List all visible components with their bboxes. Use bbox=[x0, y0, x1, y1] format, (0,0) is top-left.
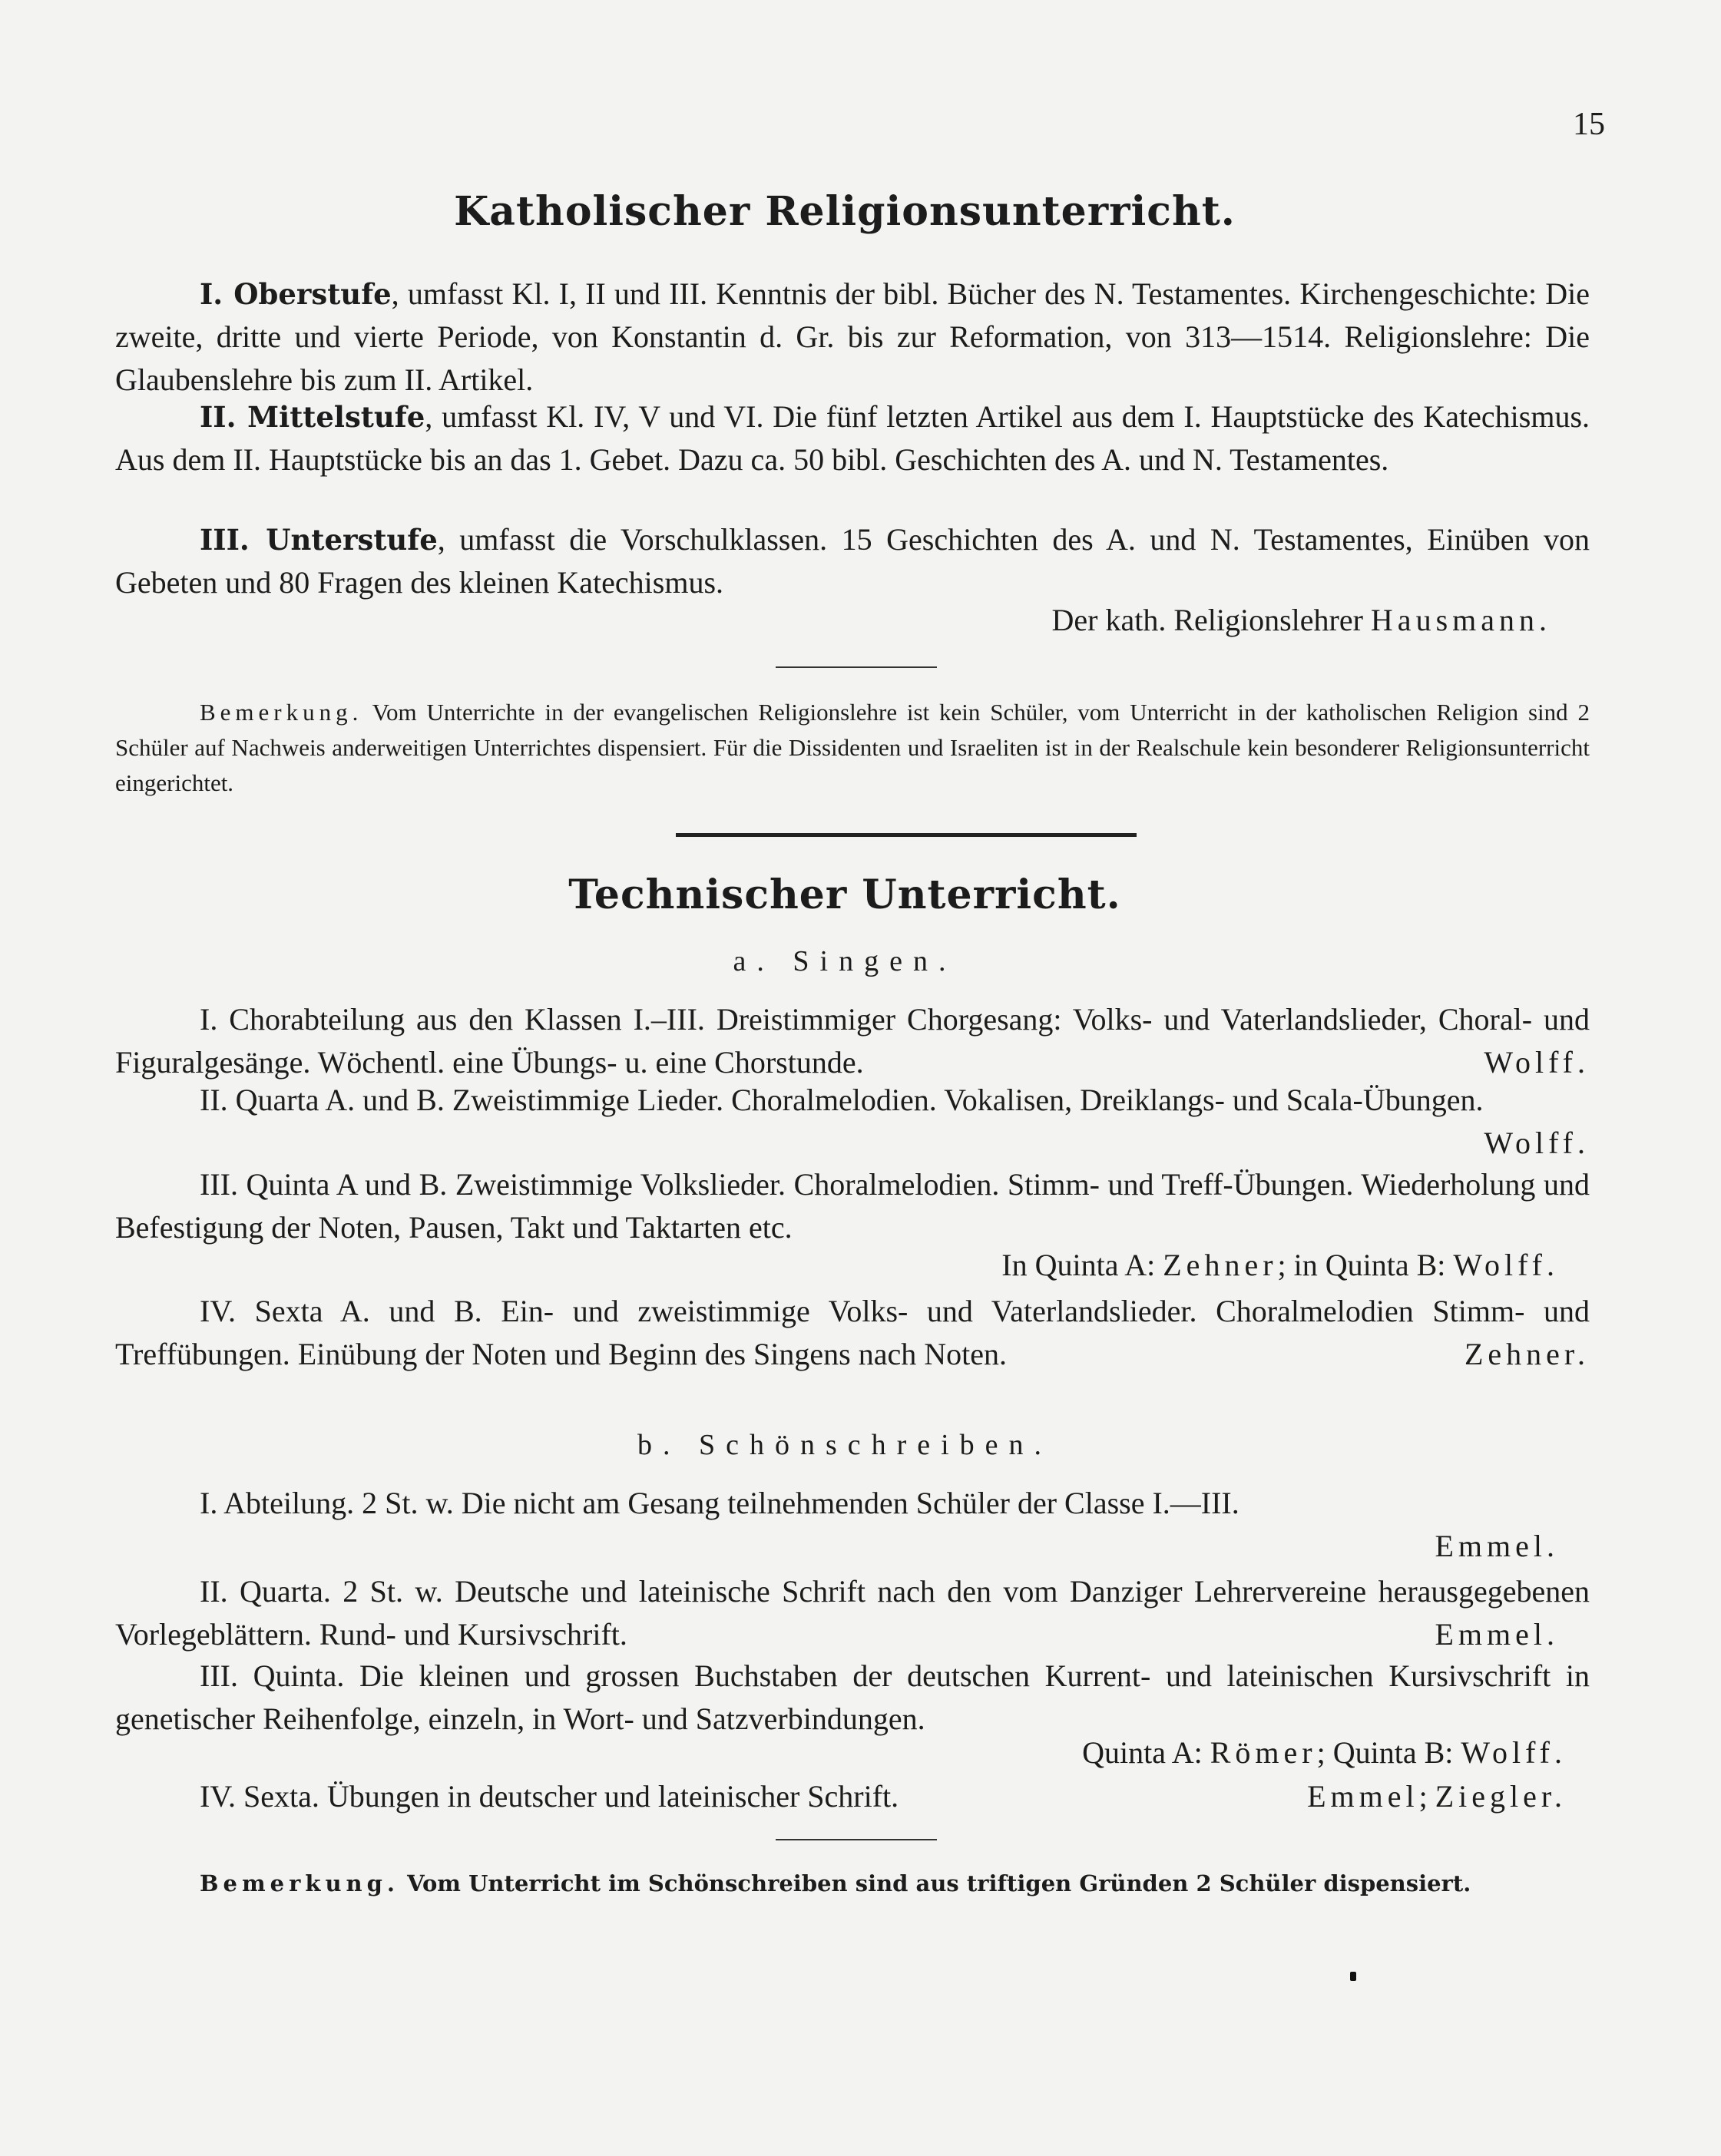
singing-iv-text: IV. Sexta A. und B. Ein- und zweistimmige Volks- und Vaterlandslieder. Choralmelodien Stimm- und Treffübungen. Einübung der Noten und Beginn des Singens nach Noten. bbox=[115, 1294, 1590, 1371]
penmanship-ii-text: II. Quarta. 2 St. w. Deutsche und lateinische Schrift nach den vom Danziger Lehrervereine herausgegebenen Vorlegeblättern. Rund- und Kursivschrift. bbox=[115, 1574, 1590, 1652]
penmanship-note bbox=[115, 1866, 1590, 1901]
singing-iii-b-name: Wolff. bbox=[1453, 1248, 1559, 1282]
singing-iii-text: III. Quinta A und B. Zweistimmige Volkslieder. Choralmelodien. Stimm- und Treff-Übungen. Wiederholung und Befestigung der Noten, Pausen, Takt und Taktarten etc. bbox=[115, 1167, 1590, 1245]
singing-iii-teachers bbox=[115, 1244, 1559, 1287]
unterstufe-text: , umfasst die Vorschulklassen. 15 Geschichten des A. und N. Testamentes, Einüben von Gebeten und 80 Fragen des kleinen Katechismus. bbox=[115, 522, 1590, 600]
penmanship-iv bbox=[115, 1775, 1590, 1818]
penmanship-note-label: Bemerkung. bbox=[200, 1870, 400, 1896]
penmanship-iv-teacher-1: Emmel bbox=[1307, 1779, 1419, 1814]
separator-rule bbox=[776, 666, 937, 668]
unterstufe-lead: III. Unterstufe bbox=[200, 523, 438, 557]
penmanship-i-text: I. Abteilung. 2 St. w. Die nicht am Gesang teilnehmenden Schüler der Classe I.—III. bbox=[200, 1486, 1239, 1520]
singing-i-teacher: Wolff. bbox=[1484, 1045, 1590, 1080]
penmanship-note-text: Vom Unterricht im Schönschreiben sind aus triftigen Gründen 2 Schüler dispensiert. bbox=[399, 1870, 1471, 1896]
singing-i-text: I. Chorabteilung aus den Klassen I.–III. Dreistimmiger Chorgesang: Volks- und Vaterlandslieder, Choral- und Figuralgesänge. Wöchentl. eine Übungs- u. eine Chorstunde. bbox=[115, 1002, 1590, 1080]
penmanship-iii-text: III. Quinta. Die kleinen und grossen Buchstaben der deutschen Kurrent- und lateinischen Kursivschrift in genetischer Reihenfolge, einzeln, in Wort- und Satzverbindungen. bbox=[115, 1658, 1590, 1736]
mittelstufe-text: , umfasst Kl. IV, V und VI. Die fünf letzten Artikel aus dem I. Hauptstücke des Katechismus. Aus dem II. Hauptstücke bis an das 1. Gebet. Dazu ca. 50 bibl. Geschichten des A. und N. Testamentes. bbox=[115, 399, 1590, 477]
penmanship-iii bbox=[115, 1655, 1590, 1741]
section-rule bbox=[676, 833, 1137, 837]
penmanship-iv-text: IV. Sexta. Übungen in deutscher und lateinischer Schrift. bbox=[200, 1779, 899, 1814]
penmanship-iv-teachers bbox=[1223, 1775, 1567, 1818]
religion-note bbox=[115, 695, 1590, 801]
singing-iii-b-prefix: ; in Quinta B: bbox=[1277, 1248, 1454, 1282]
singing-iv bbox=[115, 1290, 1590, 1376]
penmanship-i bbox=[115, 1482, 1590, 1568]
singing-heading: a. Singen. bbox=[733, 945, 957, 977]
oberstufe-paragraph bbox=[115, 273, 1590, 402]
penmanship-iii-a-name: Römer bbox=[1210, 1735, 1317, 1770]
separator-rule-2 bbox=[776, 1839, 937, 1840]
penmanship-iii-a-prefix: Quinta A: bbox=[1082, 1735, 1210, 1770]
singing-iii-a-name: Zehner bbox=[1163, 1248, 1278, 1282]
catholic-signature bbox=[115, 599, 1551, 642]
oberstufe-lead: I. Oberstufe bbox=[200, 277, 392, 311]
penmanship-iii-teachers bbox=[115, 1731, 1567, 1774]
singing-iii bbox=[115, 1163, 1590, 1249]
singing-ii-teacher: Wolff. bbox=[1484, 1126, 1590, 1160]
singing-ii bbox=[115, 1079, 1590, 1165]
page-number: 15 bbox=[1573, 107, 1605, 142]
singing-iii-a-prefix: In Quinta A: bbox=[1001, 1248, 1163, 1282]
mittelstufe-lead: II. Mittelstufe bbox=[200, 400, 425, 434]
signature-prefix: Der kath. Religionslehrer bbox=[1051, 603, 1371, 637]
penmanship-iv-separator: ; bbox=[1418, 1779, 1435, 1814]
catholic-heading: Katholischer Religionsunterricht. bbox=[454, 188, 1236, 235]
unterstufe-paragraph bbox=[115, 518, 1590, 604]
singing-iv-teacher: Zehner. bbox=[1464, 1337, 1590, 1371]
penmanship-ii-teacher: Emmel. bbox=[1435, 1617, 1559, 1652]
religion-note-text: Vom Unterrichte in der evangelischen Religionslehre ist kein Schüler, vom Unterricht in der katholischen Religion sind 2 Schüler auf Nachweis anderweitigen Unterrichtes dispensiert. Für die Dissidenten und Israeliten ist in der Realschule kein besonderer Religionsunterricht eingerichtet. bbox=[115, 699, 1590, 796]
religion-note-label: Bemerkung. bbox=[200, 699, 363, 726]
oberstufe-text: , umfasst Kl. I, II und III. Kenntnis der bibl. Bücher des N. Testamentes. Kirchengeschichte: Die zweite, dritte und vierte Periode, von Konstantin d. Gr. bis zur Reformation, von 313—1514. Religionslehre: Die Glaubenslehre bis zum II. Artikel. bbox=[115, 276, 1590, 397]
penmanship-iv-teacher-2: Ziegler. bbox=[1435, 1779, 1567, 1814]
penmanship-iii-b-prefix: ; Quinta B: bbox=[1316, 1735, 1461, 1770]
penmanship-heading: b. Schönschreiben. bbox=[637, 1429, 1053, 1461]
penmanship-ii bbox=[115, 1570, 1590, 1656]
technical-heading: Technischer Unterricht. bbox=[568, 871, 1121, 918]
singing-i bbox=[115, 998, 1590, 1084]
penmanship-iii-b-name: Wolff. bbox=[1461, 1735, 1567, 1770]
ink-spot bbox=[1350, 1972, 1356, 1981]
singing-ii-text: II. Quarta A. und B. Zweistimmige Lieder. Choralmelodien. Vokalisen, Dreiklangs- und Scala-Übungen. bbox=[200, 1083, 1484, 1117]
mittelstufe-paragraph bbox=[115, 395, 1590, 481]
penmanship-i-teacher: Emmel. bbox=[1435, 1529, 1559, 1563]
signature-name: Hausmann. bbox=[1370, 603, 1551, 637]
